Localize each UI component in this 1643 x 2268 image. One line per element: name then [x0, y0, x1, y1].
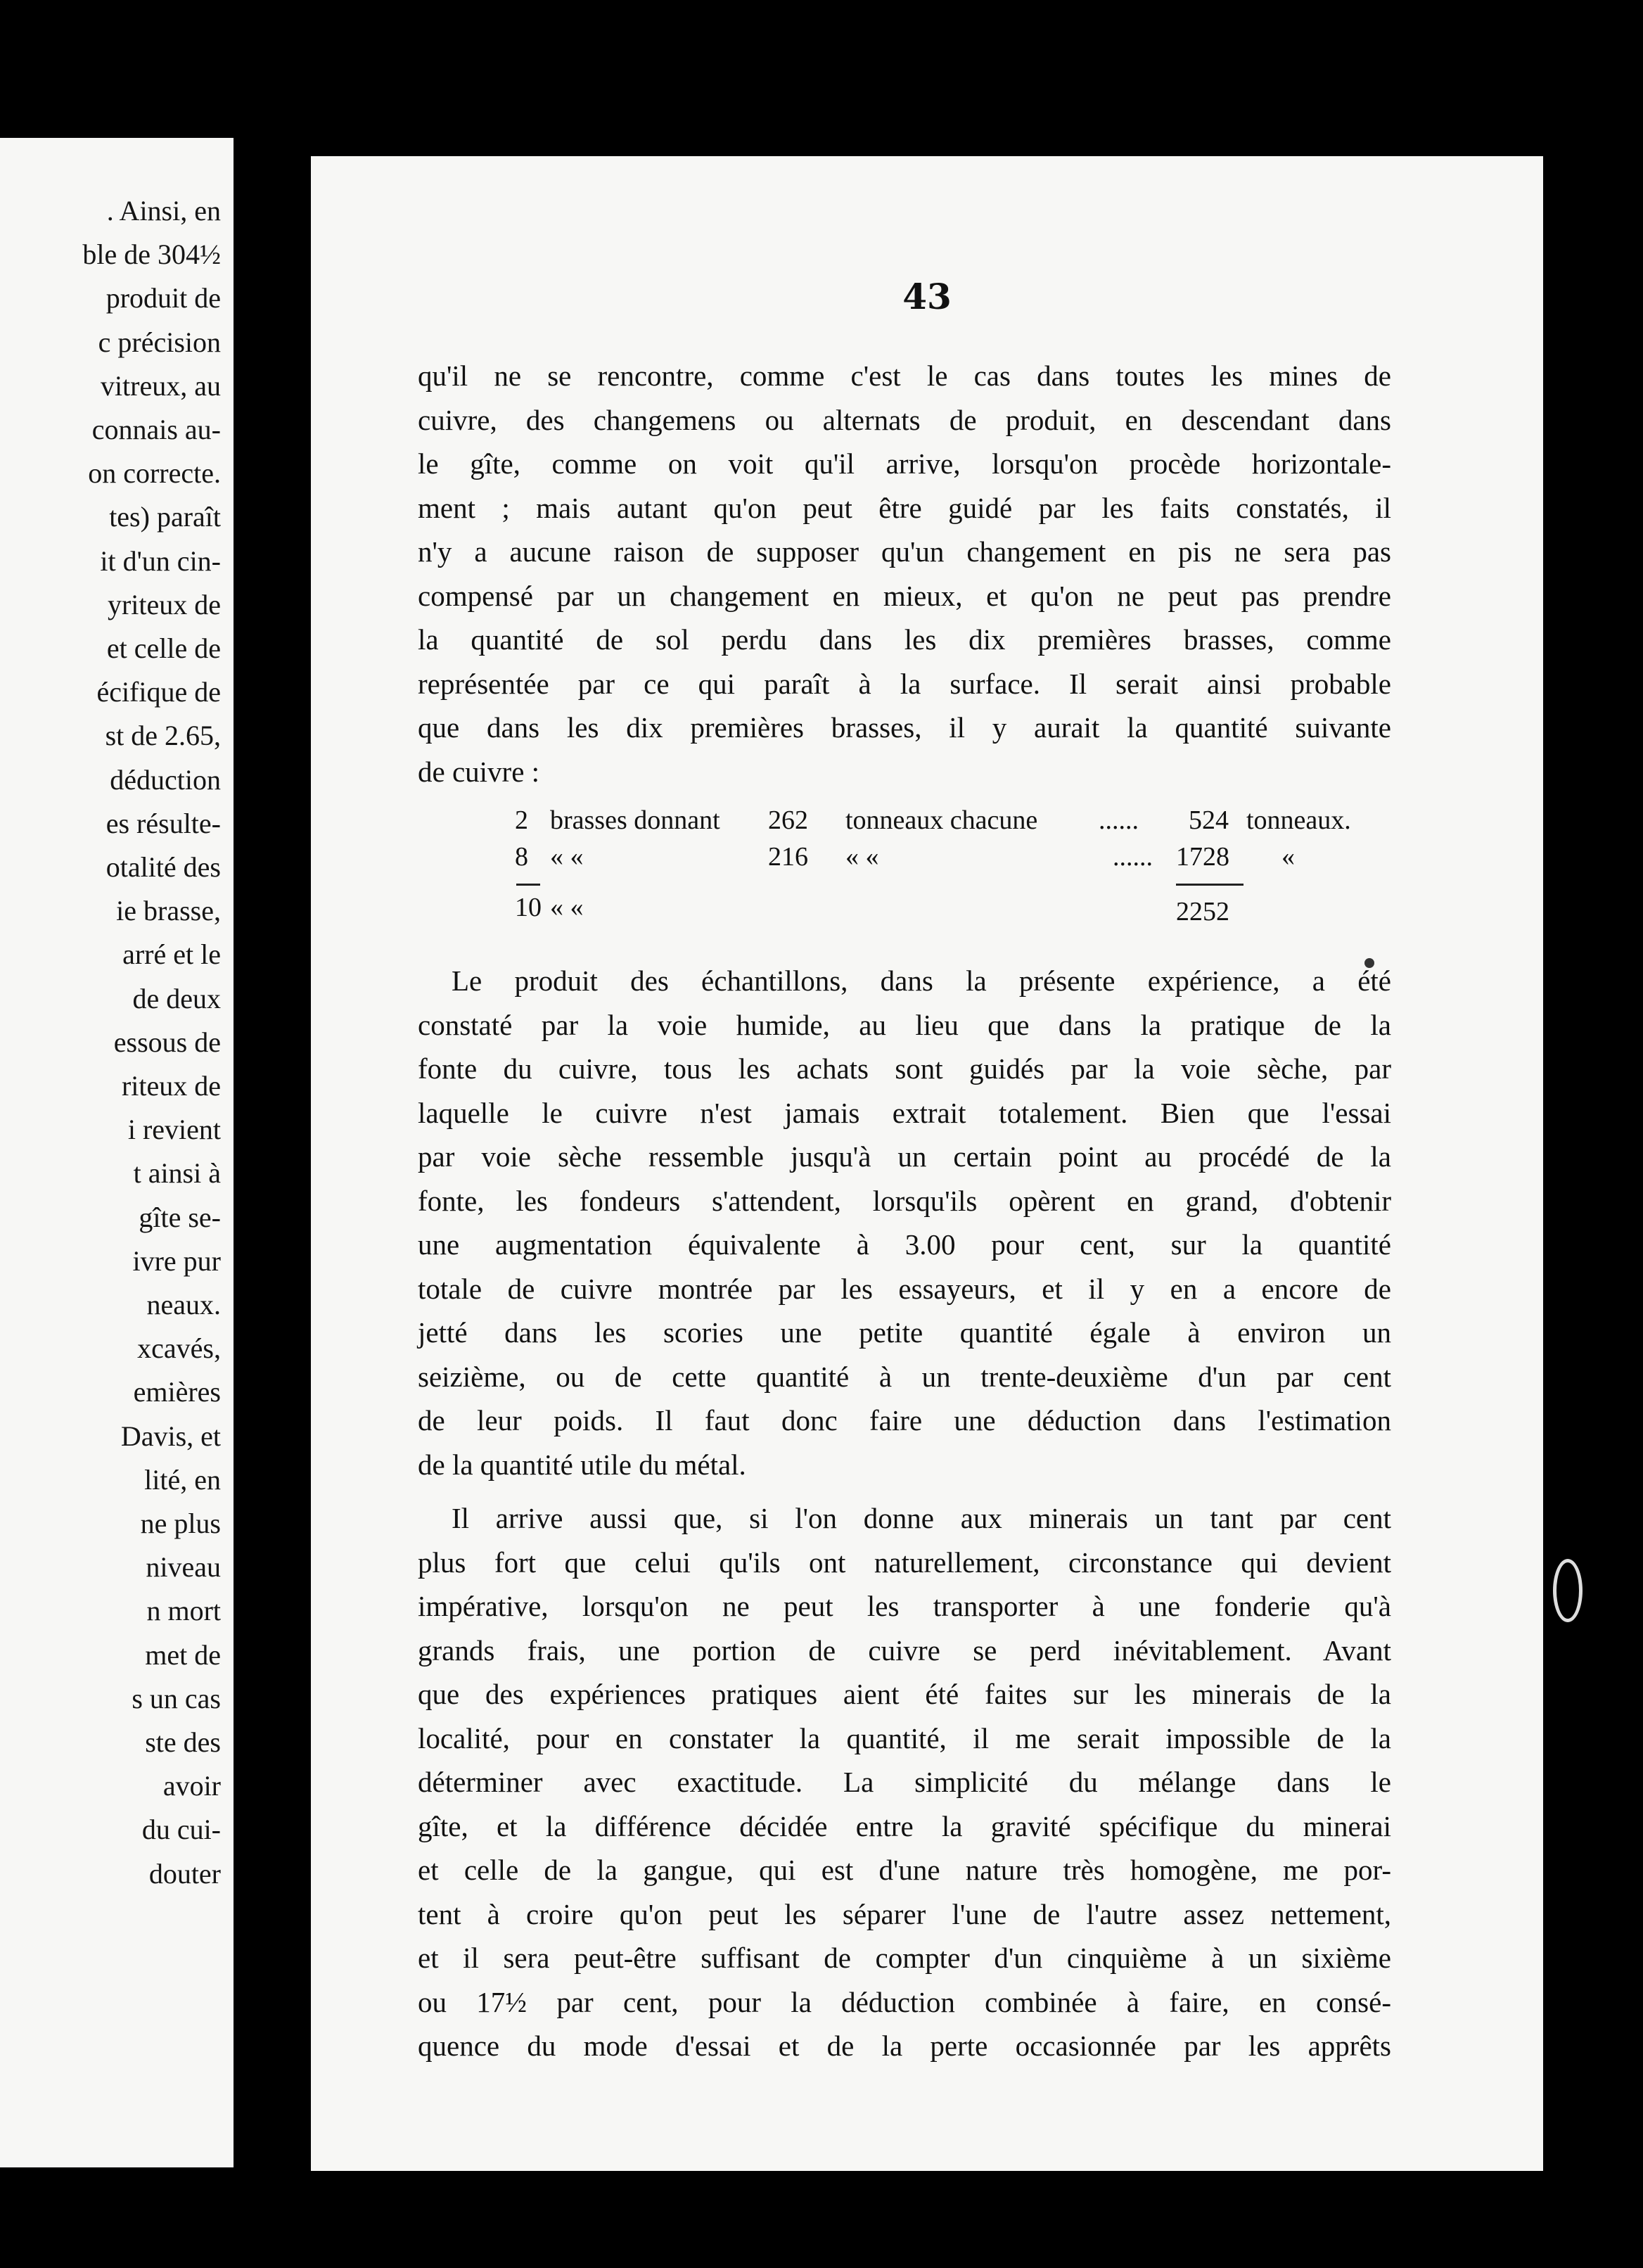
para3-line: localité, pour en constater la quantité, il me serait impossible de la — [418, 1721, 1391, 1754]
left-page-line: it d'un cin- — [100, 544, 221, 577]
para1-line: représentée par ce qui paraît à la surface. Il serait ainsi probable — [418, 667, 1391, 700]
left-page-line: . Ainsi, en — [106, 195, 221, 227]
para1-line: cuivre, des changemens ou alternats de produit, en descendant dans — [418, 403, 1391, 436]
left-page-line: ivre pur — [132, 1244, 221, 1277]
left-page-line: tes) paraît — [109, 501, 221, 533]
left-page-line: Davis, et — [120, 1420, 221, 1452]
left-page-line: neaux. — [146, 1289, 221, 1320]
table-cell-f: 1728 — [1176, 842, 1229, 872]
para3-line: et il sera peut-être suffisant de compter d'un cinquième à un sixième — [418, 1942, 1391, 1974]
para3-line: impérative, lorsqu'on ne peut les transporter à une fonderie qu'à — [418, 1590, 1391, 1622]
left-page-line: lité, en — [144, 1463, 221, 1496]
para1-line: le gîte, comme on voit qu'il arrive, lorsqu'on procède horizontale- — [418, 447, 1391, 480]
para1-line: la quantité de sol perdu dans les dix premières brasses, comme — [418, 623, 1391, 656]
para1-line: de cuivre : — [418, 755, 540, 788]
table-cell-a: 10 — [515, 893, 542, 922]
left-page-line: essous de — [113, 1026, 221, 1058]
table-cell-g: « — [1281, 842, 1295, 872]
table-row — [515, 892, 1359, 927]
para2-line: de leur poids. Il faut donc faire une déduction dans l'estimation — [418, 1404, 1391, 1436]
para1-line: que dans les dix premières brasses, il y aurait la quantité suivante — [418, 711, 1391, 744]
table-cell-b: « « — [550, 893, 584, 922]
left-page-line: avoir — [162, 1770, 221, 1802]
left-page-line: déduction — [110, 763, 221, 796]
table-cell-d: tonneaux chacune — [845, 805, 1038, 835]
left-page-line: t ainsi à — [133, 1157, 221, 1190]
left-page-line: arré et le — [122, 938, 221, 971]
table-cell-f: 2252 — [1176, 897, 1229, 926]
left-page-line: es résulte- — [106, 807, 221, 839]
table-cell-c: 216 — [768, 842, 808, 872]
para2-line: par voie sèche ressemble jusqu'à un certain point au procédé de la — [418, 1140, 1391, 1173]
left-page-line: niveau — [146, 1551, 221, 1584]
left-page-line: douter — [148, 1857, 221, 1890]
para1-line: compensé par un changement en mieux, et qu'on ne peut pas prendre — [418, 579, 1391, 612]
para3-line: grands frais, une portion de cuivre se perd inévitablement. Avant — [418, 1633, 1391, 1667]
table-cell-c: 262 — [768, 805, 808, 835]
sum-rule-left — [516, 884, 540, 886]
para2-line: laquelle le cuivre n'est jamais extrait totalement. Bien que l'essai — [418, 1096, 1391, 1129]
table-cell-e: ...... — [1113, 842, 1153, 872]
sum-rule-right — [1176, 884, 1244, 886]
para2-line: constaté par la voie humide, au lieu que dans la pratique de la — [418, 1008, 1391, 1041]
para2-line: fonte, les fondeurs s'attendent, lorsqu'ils opèrent en grand, d'obtenir — [418, 1184, 1391, 1217]
left-page-line: ble de 304½ — [82, 238, 221, 271]
para1-line: ment ; mais autant qu'on peut être guidé par les faits constatés, il — [418, 491, 1391, 524]
table-cell-f: 524 — [1189, 805, 1229, 835]
table-cell-b: brasses donnant — [550, 805, 720, 835]
para3-line: Il arrive aussi que, si l'on donne aux minerais un tant par cent — [452, 1502, 1391, 1534]
para3-line: ou 17½ par cent, pour la déduction combinée à faire, en consé- — [418, 1985, 1391, 2018]
left-page-line: s un cas — [132, 1682, 221, 1714]
left-page-line: xcavés, — [137, 1332, 221, 1365]
para2-line: fonte du cuivre, tous les achats sont guidés par la voie sèche, par — [418, 1052, 1391, 1085]
left-page-line: vitreux, au — [100, 369, 221, 402]
left-page-line: otalité des — [106, 851, 221, 883]
table-cell-a: 2 — [515, 805, 528, 835]
page-number: 43 — [902, 276, 952, 317]
para3-line: déterminer avec exactitude. La simplicité du mélange dans le — [418, 1766, 1391, 1798]
table-cell-a: 8 — [515, 842, 528, 872]
left-page-line: connais au- — [91, 414, 221, 445]
para2-line: Le produit des échantillons, dans la présente expérience, a été — [452, 964, 1391, 997]
para2-line: seizième, ou de cette quantité à un trente-deuxième d'un par cent — [418, 1360, 1391, 1393]
left-page-line: gîte se- — [139, 1201, 221, 1233]
table-row — [515, 805, 1359, 840]
para2-line: totale de cuivre montrée par les essayeurs, et il y en a encore de — [418, 1272, 1391, 1305]
para3-line: et celle de la gangue, qui est d'une nature très homogène, me por- — [418, 1854, 1391, 1886]
left-page-line: écifique de — [96, 676, 221, 708]
left-page-line: c précision — [98, 326, 221, 358]
para3-line: tent à croire qu'on peut les séparer l'une de l'autre assez nettement, — [418, 1897, 1391, 1930]
left-page-fragment — [0, 138, 234, 2167]
para3-line: quence du mode d'essai et de la perte occasionnée par les apprêts — [418, 2030, 1391, 2062]
table-cell-d: « « — [845, 842, 879, 872]
left-page-line: de deux — [132, 982, 221, 1014]
para1-line: n'y a aucune raison de supposer qu'un changement en pis ne sera pas — [418, 535, 1391, 568]
left-page-line: riteux de — [121, 1070, 221, 1102]
left-page-line: ste des — [145, 1726, 221, 1758]
left-page-line: produit de — [106, 282, 221, 314]
table-cell-g: tonneaux. — [1246, 805, 1351, 835]
left-page-line: i revient — [127, 1114, 221, 1146]
left-page-line: yriteux de — [107, 588, 221, 620]
para3-line: plus fort que celui qu'ils ont naturellement, circonstance qui devient — [418, 1546, 1391, 1579]
left-page-line: st de 2.65, — [105, 720, 221, 752]
para2-line: jetté dans les scories une petite quantité égale à environ un — [418, 1316, 1391, 1349]
para3-line: gîte, et la différence décidée entre la gravité spécifique du minerai — [418, 1809, 1391, 1842]
left-page-line: n mort — [146, 1595, 221, 1627]
binding-hole — [1553, 1559, 1583, 1622]
left-page-line: et celle de — [106, 632, 221, 664]
left-page-line: ie brasse, — [116, 895, 221, 927]
left-page-line: on correcte. — [88, 457, 221, 490]
left-page-line: du cui- — [141, 1814, 221, 1846]
table-cell-b: « « — [550, 842, 584, 872]
main-page — [311, 156, 1543, 2171]
left-page-line: emières — [133, 1376, 221, 1408]
left-page-line: met de — [145, 1638, 221, 1671]
para2-line: de la quantité utile du métal. — [418, 1448, 746, 1481]
left-page-line: ne plus — [140, 1508, 221, 1539]
table-cell-e: ...... — [1099, 805, 1139, 835]
para3-line: que des expériences pratiques aient été faites sur les minerais de la — [418, 1678, 1391, 1710]
para1-line: qu'il ne se rencontre, comme c'est le cas dans toutes les mines de — [418, 359, 1391, 392]
para2-line: une augmentation équivalente à 3.00 pour cent, sur la quantité — [418, 1228, 1391, 1261]
table-row — [515, 841, 1359, 877]
